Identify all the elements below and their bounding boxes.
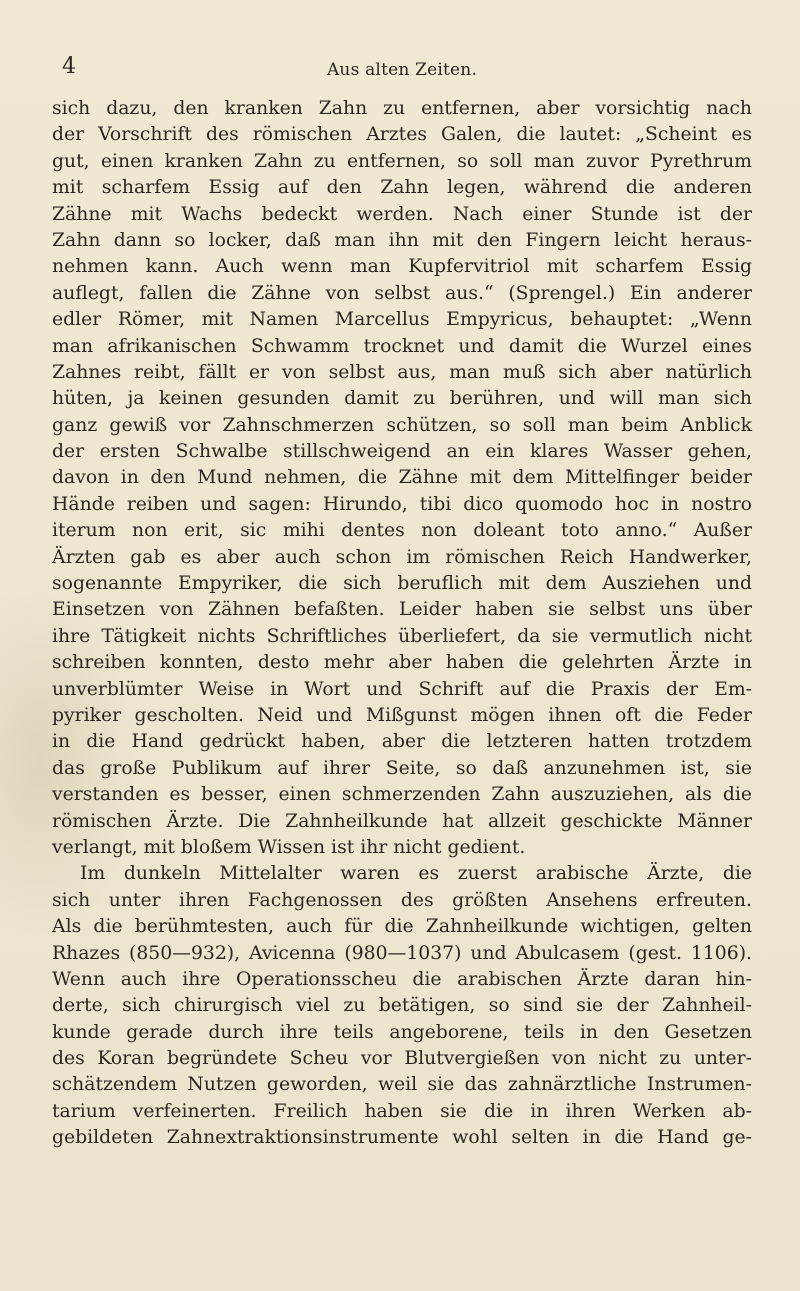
text-line: Zahn dann so locker, daß man ihn mit den Fingern leicht heraus- <box>52 229 752 251</box>
text-line: in die Hand gedrückt haben, aber die letzteren hatten trotzdem <box>52 731 752 753</box>
text-line: schreiben konnten, desto mehr aber haben die gelehrten Ärzte in <box>52 652 752 674</box>
body-text <box>52 96 752 1152</box>
running-head: Aus alten Zeiten. <box>326 60 478 80</box>
text-line: edler Römer, mit Namen Marcellus Empyricus, behauptet: „Wenn <box>52 309 752 331</box>
page-header <box>52 54 752 82</box>
text-line: Hände reiben und sagen: Hirundo, tibi dico quomodo hoc in nostro <box>52 493 752 515</box>
text-line: das große Publikum auf ihrer Seite, so daß anzunehmen ist, sie <box>52 757 752 779</box>
text-line: davon in den Mund nehmen, die Zähne mit dem Mittelfinger beider <box>52 467 752 489</box>
text-line: Ärzten gab es aber auch schon im römischen Reich Handwerker, <box>52 546 752 568</box>
text-line: ganz gewiß vor Zahnschmerzen schützen, so soll man beim Anblick <box>52 414 752 436</box>
text-line: der Vorschrift des römischen Arztes Galen, die lautet: „Scheint es <box>52 124 752 146</box>
text-line: Zahnes reibt, fällt er von selbst aus, man muß sich aber natürlich <box>52 361 752 383</box>
text-line: iterum non erit, sic mihi dentes non doleant toto anno.“ Außer <box>52 520 752 542</box>
page-number: 4 <box>62 54 76 79</box>
text-line: mit scharfem Essig auf den Zahn legen, während die anderen <box>52 177 752 199</box>
text-line: derte, sich chirurgisch viel zu betätigen, so sind sie der Zahnheil- <box>52 995 752 1017</box>
text-line: gebildeten Zahnextraktionsinstrumente wohl selten in die Hand ge- <box>52 1127 752 1149</box>
text-line: unverblümter Weise in Wort und Schrift auf die Praxis der Em- <box>52 678 752 700</box>
text-line: auflegt, fallen die Zähne von selbst aus.“ (Sprengel.) Ein anderer <box>52 282 752 304</box>
text-line: kunde gerade durch ihre teils angeborene, teils in den Gesetzen <box>52 1021 752 1043</box>
text-line: Rhazes (850—932), Avicenna (980—1037) und Abulcasem (gest. 1106). <box>52 942 752 964</box>
text-line: nehmen kann. Auch wenn man Kupfervitriol mit scharfem Essig <box>52 256 752 278</box>
text-line: Zähne mit Wachs bedeckt werden. Nach einer Stunde ist der <box>52 203 752 225</box>
text-line: gut, einen kranken Zahn zu entfernen, so soll man zuvor Pyrethrum <box>52 150 752 172</box>
text-line: der ersten Schwalbe stillschweigend an ein klares Wasser gehen, <box>52 441 752 463</box>
text-line: Als die berühmtesten, auch für die Zahnheilkunde wichtigen, gelten <box>52 916 752 938</box>
paragraph-end-line: verlangt, mit bloßem Wissen ist ihr nicht gedient. <box>52 836 526 858</box>
text-line: römischen Ärzte. Die Zahnheilkunde hat allzeit geschickte Männer <box>52 810 752 832</box>
text-line: Einsetzen von Zähnen befaßten. Leider haben sie selbst uns über <box>52 599 752 621</box>
text-line: Wenn auch ihre Operationsscheu die arabischen Ärzte daran hin- <box>52 968 752 990</box>
text-line: hüten, ja keinen gesunden damit zu berühren, und will man sich <box>52 388 752 410</box>
text-line: schätzendem Nutzen geworden, weil sie das zahnärztliche Instrumen- <box>52 1074 752 1096</box>
text-line: des Koran begründete Scheu vor Blutvergießen von nicht zu unter- <box>52 1048 752 1070</box>
text-line: pyriker gescholten. Neid und Mißgunst mögen ihnen oft die Feder <box>52 704 752 726</box>
text-line: ihre Tätigkeit nichts Schriftliches überliefert, da sie vermutlich nicht <box>52 625 752 647</box>
text-line: sogenannte Empyriker, die sich beruflich mit dem Ausziehen und <box>52 573 752 595</box>
text-line: verstanden es besser, einen schmerzenden Zahn auszuziehen, als die <box>52 784 752 806</box>
text-line: tarium verfeinerten. Freilich haben sie die in ihren Werken ab- <box>52 1100 752 1122</box>
text-line: man afrikanischen Schwamm trocknet und damit die Wurzel eines <box>52 335 752 357</box>
paragraph-start-line: Im dunkeln Mittelalter waren es zuerst arabische Ärzte, die <box>80 863 752 885</box>
text-line: sich unter ihren Fachgenossen des größten Ansehens erfreuten. <box>52 889 752 911</box>
text-line: sich dazu, den kranken Zahn zu entfernen, aber vorsichtig nach <box>52 98 752 119</box>
